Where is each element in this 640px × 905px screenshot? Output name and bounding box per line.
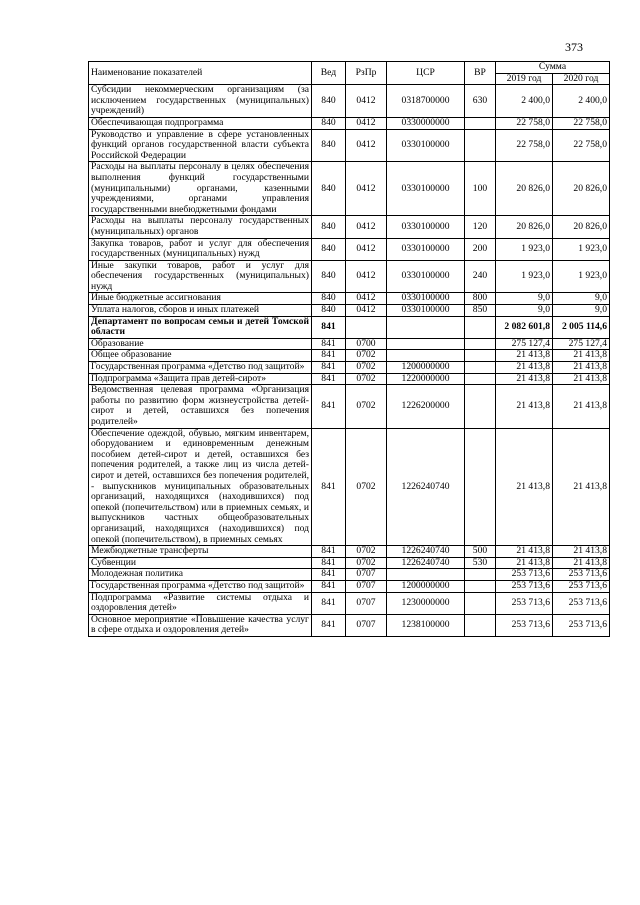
table-row [89, 350, 610, 362]
row-sum-2020: 21 413,8 [553, 428, 610, 546]
row-name: Обеспечивающая подпрограмма [89, 117, 312, 129]
header-rzpr: РзПр [346, 62, 387, 85]
table-row [89, 293, 610, 305]
row-sum-2020: 253 713,6 [553, 569, 610, 581]
row-ved: 841 [312, 592, 346, 614]
row-csr: 1238100000 [387, 614, 465, 636]
row-sum-2019: 1 923,0 [496, 238, 553, 260]
header-year-2020: 2020 год [553, 73, 610, 85]
row-ved: 841 [312, 546, 346, 558]
header-sum: Сумма [496, 62, 610, 74]
row-sum-2019: 20 826,0 [496, 162, 553, 216]
row-name: Субсидии некоммерческим организациям (за исключением государственных (муниципальных) учреждений) [89, 85, 312, 118]
row-sum-2020: 1 923,0 [553, 260, 610, 293]
row-ved: 840 [312, 216, 346, 238]
row-csr [387, 569, 465, 581]
row-sum-2019: 253 713,6 [496, 580, 553, 592]
row-sum-2019: 21 413,8 [496, 428, 553, 546]
row-sum-2020: 21 413,8 [553, 557, 610, 569]
row-sum-2019: 21 413,8 [496, 362, 553, 374]
row-csr: 0330100000 [387, 162, 465, 216]
row-name: Государственная программа «Детство под защитой» [89, 580, 312, 592]
row-sum-2020: 253 713,6 [553, 614, 610, 636]
row-ved: 840 [312, 129, 346, 162]
row-sum-2020: 21 413,8 [553, 373, 610, 385]
row-rzpr: 0702 [346, 385, 387, 428]
page-number: 373 [565, 40, 583, 54]
row-sum-2020: 9,0 [553, 293, 610, 305]
row-sum-2019: 9,0 [496, 305, 553, 317]
row-csr: 1200000000 [387, 580, 465, 592]
row-name: Молодежная политика [89, 569, 312, 581]
row-csr [387, 316, 465, 338]
row-sum-2019: 253 713,6 [496, 592, 553, 614]
table-row [89, 614, 610, 636]
row-ved: 840 [312, 162, 346, 216]
row-sum-2020: 20 826,0 [553, 216, 610, 238]
row-rzpr: 0707 [346, 569, 387, 581]
row-rzpr: 0702 [346, 350, 387, 362]
row-vr [465, 362, 496, 374]
row-csr: 1226240740 [387, 557, 465, 569]
row-ved: 841 [312, 569, 346, 581]
header-name: Наименование показателей [89, 62, 312, 85]
row-sum-2020: 275 127,4 [553, 338, 610, 350]
row-sum-2019: 1 923,0 [496, 260, 553, 293]
header-ved: Вед [312, 62, 346, 85]
row-sum-2019: 2 400,0 [496, 85, 553, 118]
table-row [89, 316, 610, 338]
row-sum-2020: 22 758,0 [553, 129, 610, 162]
row-name: Подпрограмма «Развитие системы отдыха и оздоровления детей» [89, 592, 312, 614]
row-rzpr: 0707 [346, 592, 387, 614]
row-name: Межбюджетные трансферты [89, 546, 312, 558]
row-ved: 841 [312, 614, 346, 636]
row-ved: 841 [312, 428, 346, 546]
row-rzpr: 0412 [346, 85, 387, 118]
row-ved: 841 [312, 580, 346, 592]
table-row [89, 546, 610, 558]
row-sum-2020: 21 413,8 [553, 546, 610, 558]
row-rzpr: 0412 [346, 260, 387, 293]
row-ved: 841 [312, 316, 346, 338]
row-sum-2020: 1 923,0 [553, 238, 610, 260]
row-csr: 1220000000 [387, 373, 465, 385]
table-row [89, 305, 610, 317]
row-vr: 240 [465, 260, 496, 293]
row-name: Иные бюджетные ассигнования [89, 293, 312, 305]
row-rzpr: 0702 [346, 362, 387, 374]
row-rzpr [346, 316, 387, 338]
table-row [89, 557, 610, 569]
table-row [89, 85, 610, 118]
row-csr: 0318700000 [387, 85, 465, 118]
row-csr: 0330100000 [387, 216, 465, 238]
row-csr: 1226240740 [387, 428, 465, 546]
header-year-2019: 2019 год [496, 73, 553, 85]
row-sum-2020: 2 005 114,6 [553, 316, 610, 338]
row-rzpr: 0412 [346, 129, 387, 162]
row-name: Субвенции [89, 557, 312, 569]
row-sum-2020: 9,0 [553, 305, 610, 317]
row-ved: 841 [312, 338, 346, 350]
row-csr: 1200000000 [387, 362, 465, 374]
table-row [89, 580, 610, 592]
row-rzpr: 0412 [346, 162, 387, 216]
row-vr: 100 [465, 162, 496, 216]
table-row [89, 238, 610, 260]
row-vr [465, 350, 496, 362]
row-rzpr: 0702 [346, 546, 387, 558]
row-vr [465, 373, 496, 385]
row-sum-2020: 253 713,6 [553, 580, 610, 592]
row-ved: 840 [312, 85, 346, 118]
row-rzpr: 0702 [346, 428, 387, 546]
row-csr: 0330100000 [387, 238, 465, 260]
row-name: Подпрограмма «Защита прав детей-сирот» [89, 373, 312, 385]
row-ved: 840 [312, 117, 346, 129]
row-sum-2019: 20 826,0 [496, 216, 553, 238]
row-vr [465, 569, 496, 581]
row-rzpr: 0702 [346, 373, 387, 385]
row-vr [465, 592, 496, 614]
row-sum-2019: 22 758,0 [496, 117, 553, 129]
row-ved: 840 [312, 293, 346, 305]
table-body [89, 85, 610, 637]
row-vr [465, 316, 496, 338]
row-csr: 0330100000 [387, 129, 465, 162]
row-name: Иные закупки товаров, работ и услуг для обеспечения государственных (муниципальных) нужд [89, 260, 312, 293]
row-sum-2019: 22 758,0 [496, 129, 553, 162]
row-vr: 530 [465, 557, 496, 569]
row-csr: 1226200000 [387, 385, 465, 428]
table-header-row [89, 62, 610, 74]
row-sum-2019: 9,0 [496, 293, 553, 305]
table-row [89, 569, 610, 581]
row-csr [387, 338, 465, 350]
table-row [89, 362, 610, 374]
row-vr: 200 [465, 238, 496, 260]
row-rzpr: 0412 [346, 305, 387, 317]
row-vr: 500 [465, 546, 496, 558]
row-ved: 840 [312, 238, 346, 260]
row-ved: 840 [312, 305, 346, 317]
table-row [89, 373, 610, 385]
row-rzpr: 0700 [346, 338, 387, 350]
row-csr: 0330100000 [387, 260, 465, 293]
row-sum-2019: 21 413,8 [496, 385, 553, 428]
header-csr: ЦСР [387, 62, 465, 85]
table-row [89, 162, 610, 216]
row-sum-2019: 253 713,6 [496, 569, 553, 581]
row-csr: 0330100000 [387, 305, 465, 317]
row-name: Расходы на выплаты персоналу государственных (муниципальных) органов [89, 216, 312, 238]
row-name: Основное мероприятие «Повышение качества услуг в сфере отдыха и оздоровления детей» [89, 614, 312, 636]
row-sum-2020: 22 758,0 [553, 117, 610, 129]
row-vr: 850 [465, 305, 496, 317]
table-row [89, 260, 610, 293]
row-name: Образование [89, 338, 312, 350]
header-vr: ВР [465, 62, 496, 85]
row-vr [465, 580, 496, 592]
row-vr [465, 428, 496, 546]
row-vr: 630 [465, 85, 496, 118]
row-ved: 841 [312, 350, 346, 362]
row-name: Ведомственная целевая программа «Организация работы по развитию форм жизнеустройства детей-сирот и детей, оставшихся без попечения родителей» [89, 385, 312, 428]
row-sum-2019: 275 127,4 [496, 338, 553, 350]
table-row [89, 129, 610, 162]
row-csr [387, 350, 465, 362]
table-row [89, 117, 610, 129]
budget-table [88, 61, 610, 637]
row-vr [465, 338, 496, 350]
row-vr [465, 385, 496, 428]
row-csr: 1230000000 [387, 592, 465, 614]
row-rzpr: 0412 [346, 216, 387, 238]
row-rzpr: 0412 [346, 238, 387, 260]
row-rzpr: 0707 [346, 580, 387, 592]
table-row [89, 428, 610, 546]
row-name: Закупка товаров, работ и услуг для обеспечения государственных (муниципальных) нужд [89, 238, 312, 260]
row-csr: 0330000000 [387, 117, 465, 129]
row-name: Департамент по вопросам семьи и детей Томской области [89, 316, 312, 338]
table-row [89, 338, 610, 350]
row-rzpr: 0412 [346, 293, 387, 305]
row-ved: 841 [312, 373, 346, 385]
row-sum-2020: 2 400,0 [553, 85, 610, 118]
row-vr: 120 [465, 216, 496, 238]
row-name: Общее образование [89, 350, 312, 362]
row-vr: 800 [465, 293, 496, 305]
row-sum-2019: 21 413,8 [496, 350, 553, 362]
row-sum-2019: 21 413,8 [496, 546, 553, 558]
row-ved: 841 [312, 385, 346, 428]
row-sum-2020: 253 713,6 [553, 592, 610, 614]
row-name: Обеспечение одеждой, обувью, мягким инвентарем, оборудованием и единовременным денежным пособием детей-сирот и детей, оставшихся без попечения родителей, а также лиц из числа детей-сирот и детей, оставшихся без попечения родителей, - выпускников муниципальных образовательных организаций, находящихся (находившихся) под опекой (попечительством) или в приемных семьях, и выпускников частных общеобразовательных организаций, находящихся (находившихся) под опекой (попечительством), в приемных семьях [89, 428, 312, 546]
row-rzpr: 0702 [346, 557, 387, 569]
row-name: Руководство и управление в сфере установленных функций органов государственной власти субъекта Российской Федерации [89, 129, 312, 162]
table-row [89, 216, 610, 238]
row-rzpr: 0412 [346, 117, 387, 129]
table-row [89, 385, 610, 428]
row-ved: 840 [312, 260, 346, 293]
row-sum-2020: 20 826,0 [553, 162, 610, 216]
row-name: Расходы на выплаты персоналу в целях обеспечения выполнения функций государственными (муниципальными) органами, казенными учреждениями, органами управления государственными внебюджетными фондами [89, 162, 312, 216]
row-vr [465, 614, 496, 636]
row-sum-2019: 21 413,8 [496, 557, 553, 569]
row-name: Государственная программа «Детство под защитой» [89, 362, 312, 374]
row-sum-2020: 21 413,8 [553, 350, 610, 362]
row-sum-2020: 21 413,8 [553, 362, 610, 374]
row-sum-2020: 21 413,8 [553, 385, 610, 428]
table-row [89, 592, 610, 614]
row-csr: 0330100000 [387, 293, 465, 305]
row-csr: 1226240740 [387, 546, 465, 558]
row-sum-2019: 253 713,6 [496, 614, 553, 636]
row-rzpr: 0707 [346, 614, 387, 636]
row-ved: 841 [312, 362, 346, 374]
row-ved: 841 [312, 557, 346, 569]
row-name: Уплата налогов, сборов и иных платежей [89, 305, 312, 317]
row-sum-2019: 2 082 601,8 [496, 316, 553, 338]
row-sum-2019: 21 413,8 [496, 373, 553, 385]
row-vr [465, 129, 496, 162]
row-vr [465, 117, 496, 129]
